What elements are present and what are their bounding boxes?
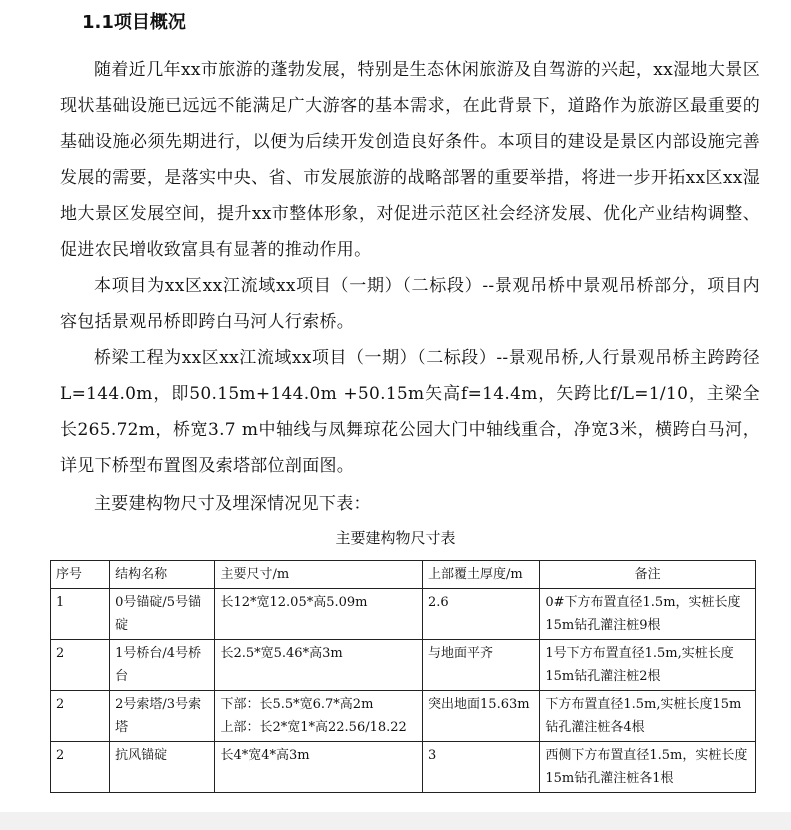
cell-dimensions: 下部：长5.5*宽6.7*高2m 上部：长2*宽1*高22.56/18.22 bbox=[215, 691, 423, 742]
cell-index: 2 bbox=[51, 640, 110, 691]
cell-remarks: 西侧下方布置直径1.5m，实桩长度15m钻孔灌注桩各1根 bbox=[540, 742, 756, 793]
table-row bbox=[51, 691, 756, 742]
header-soil-cover: 上部覆土厚度/m bbox=[423, 561, 540, 589]
cell-index: 2 bbox=[51, 691, 110, 742]
cell-remarks: 下方布置直径1.5m,实桩长度15m钻孔灌注桩各4根 bbox=[540, 691, 756, 742]
section-heading: 1.1项目概况 bbox=[82, 12, 186, 33]
table-row bbox=[51, 589, 756, 640]
cell-dimensions: 长4*宽4*高3m bbox=[215, 742, 423, 793]
cell-structure-name: 0号锚碇/5号锚碇 bbox=[110, 589, 215, 640]
bottom-scroll-area bbox=[0, 812, 791, 830]
cell-structure-name: 2号索塔/3号索塔 bbox=[110, 691, 215, 742]
cell-structure-name: 1号桥台/4号桥台 bbox=[110, 640, 215, 691]
header-remarks: 备注 bbox=[540, 561, 756, 589]
header-index: 序号 bbox=[51, 561, 110, 589]
paragraph-project-scope: 本项目为xx区xx江流域xx项目（一期）（二标段）--景观吊桥中景观吊桥部分，项目内容包括景观吊桥即跨白马河人行索桥。 bbox=[60, 276, 760, 332]
table-header-row bbox=[51, 561, 756, 589]
table-caption: 主要建构物尺寸表 bbox=[335, 529, 456, 547]
cell-soil-cover: 突出地面15.63m bbox=[423, 691, 540, 742]
cell-index: 2 bbox=[51, 742, 110, 793]
cell-dimensions: 长2.5*宽5.46*高3m bbox=[215, 640, 423, 691]
table-row bbox=[51, 742, 756, 793]
cell-structure-name: 抗风锚碇 bbox=[110, 742, 215, 793]
table-row bbox=[51, 640, 756, 691]
cell-soil-cover: 与地面平齐 bbox=[423, 640, 540, 691]
cell-soil-cover: 3 bbox=[423, 742, 540, 793]
cell-dimensions: 长12*宽12.05*高5.09m bbox=[215, 589, 423, 640]
structure-dimensions-table bbox=[50, 560, 756, 793]
paragraph-bridge-engineering: 桥梁工程为xx区xx江流域xx项目（一期）（二标段）--景观吊桥,人行景观吊桥主跨跨径L=144.0m，即50.15m+144.0m +50.15m矢高f=14.4m，矢跨比f/L=1/10，主梁全长265.72m，桥宽3.7 m中轴线与凤舞琼花公园大门中轴线重合，净宽3米，横跨白马河，详见下桥型布置图及索塔部位剖面图。 bbox=[60, 348, 760, 476]
paragraph-table-intro: 主要建构物尺寸及埋深情况见下表： bbox=[94, 494, 371, 514]
header-structure-name: 结构名称 bbox=[110, 561, 215, 589]
cell-index: 1 bbox=[51, 589, 110, 640]
cell-remarks: 0#下方布置直径1.5m，实桩长度15m钻孔灌注桩9根 bbox=[540, 589, 756, 640]
header-dimensions: 主要尺寸/m bbox=[215, 561, 423, 589]
cell-soil-cover: 2.6 bbox=[423, 589, 540, 640]
cell-remarks: 1号下方布置直径1.5m,实桩长度15m钻孔灌注桩2根 bbox=[540, 640, 756, 691]
table-body bbox=[51, 589, 756, 793]
paragraph-background: 随着近几年xx市旅游的蓬勃发展，特别是生态休闲旅游及自驾游的兴起，xx湿地大景区现状基础设施已远远不能满足广大游客的基本需求，在此背景下，道路作为旅游区最重要的基础设施必须先期进行，以便为后续开发创造良好条件。本项目的建设是景区内部设施完善发展的需要，是落实中央、省、市发展旅游的战略部署的重要举措，将进一步开拓xx区xx湿地大景区发展空间，提升xx市整体形象，对促进示范区社会经济发展、优化产业结构调整、促进农民增收致富具有显著的推动作用。 bbox=[60, 60, 760, 260]
